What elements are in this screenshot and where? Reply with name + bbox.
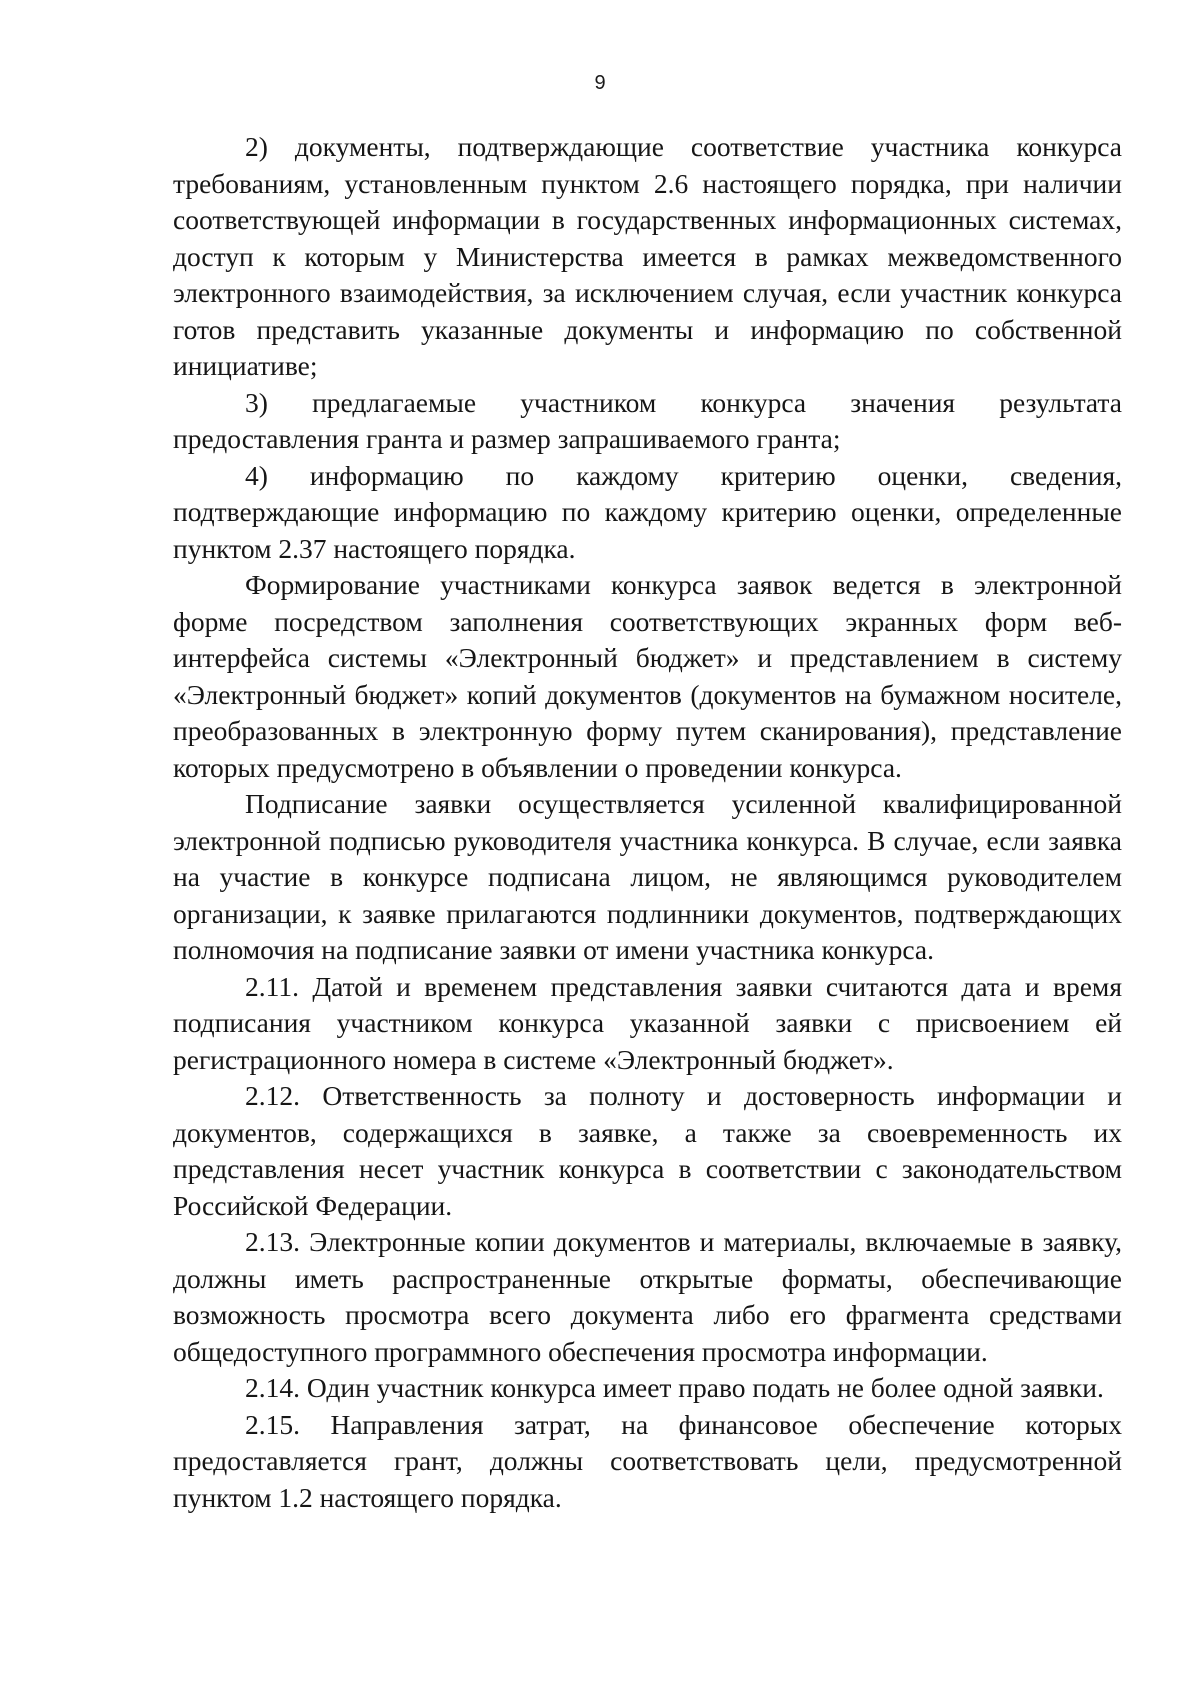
paragraph-2-11: 2.11. Датой и временем представления заявки считаются дата и время подписания участником конкурса указанной заявки с присвоением ей регистрационного номера в системе «Электронный бюджет». [173, 970, 1122, 1075]
paragraph-item-3: 3) предлагаемые участником конкурса значения результата предоставления гранта и размер запрашиваемого гранта; [173, 386, 1122, 454]
paragraph-application-forming: Формирование участниками конкурса заявок ведется в электронной форме посредством заполнения соответствующих экранных форм веб-интерфейса системы «Электронный бюджет» и представлением в систему «Электронный бюджет» копий документов (документов на бумажном носителе, преобразованных в электронную форму путем сканирования), представление которых предусмотрено в объявлении о проведении конкурса. [173, 569, 1122, 783]
paragraph-2-15: 2.15. Направления затрат, на финансовое обеспечение которых предоставляется грант, должны соответствовать цели, предусмотренной пунктом 1.2 настоящего порядка. [173, 1408, 1122, 1513]
paragraph-item-4: 4) информацию по каждому критерию оценки, сведения, подтверждающие информацию по каждому критерию оценки, определенные пунктом 2.37 настоящего порядка. [173, 459, 1122, 564]
paragraph-2-12: 2.12. Ответственность за полноту и достоверность информации и документов, содержащихся в заявке, а также за своевременность их представления несет участник конкурса в соответствии с законодательством Российской Федерации. [173, 1080, 1122, 1221]
paragraph-2-13: 2.13. Электронные копии документов и материалы, включаемые в заявку, должны иметь распространенные открытые форматы, обеспечивающие возможность просмотра всего документа либо его фрагмента средствами общедоступного программного обеспечения просмотра информации. [173, 1226, 1122, 1367]
paragraph-application-signing: Подписание заявки осуществляется усиленной квалифицированной электронной подписью руководителя участника конкурса. В случае, если заявка на участие в конкурсе подписана лицом, не являющимся руководителем организации, к заявке прилагаются подлинники документов, подтверждающих полномочия на подписание заявки от имени участника конкурса. [173, 788, 1122, 965]
paragraph-item-2: 2) документы, подтверждающие соответствие участника конкурса требованиям, установленным пунктом 2.6 настоящего порядка, при наличии соответствующей информации в государственных информационных системах, доступ к которым у Министерства имеется в рамках межведомственного электронного взаимодействия, за исключением случая, если участник конкурса готов представить указанные документы и информацию по собственной инициативе; [173, 131, 1122, 381]
paragraph-2-14: 2.14. Один участник конкурса имеет право подать не более одной заявки. [245, 1372, 1104, 1403]
page-number: 9 [594, 72, 606, 94]
document-body [173, 129, 1122, 1516]
